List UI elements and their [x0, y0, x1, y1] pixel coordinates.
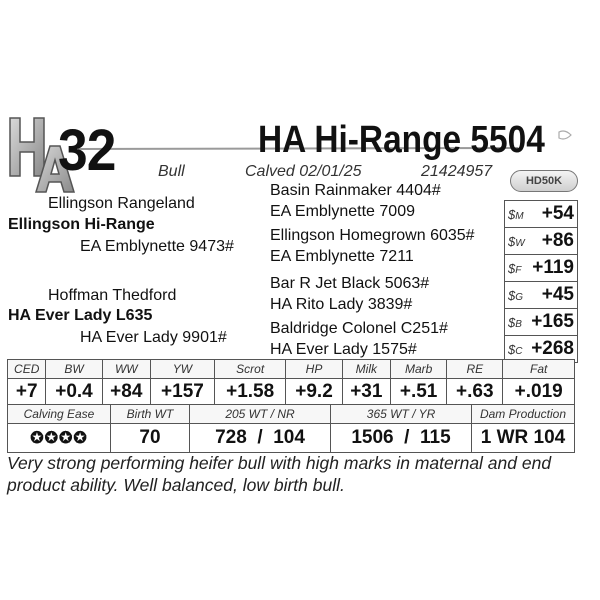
weight-205 [190, 424, 331, 453]
epd-value: +0.4 [46, 379, 102, 406]
sire: Ellingson Hi-Range [8, 216, 155, 233]
hd50k-badge: HD50K [510, 170, 578, 192]
index-value: +268 [531, 338, 574, 359]
birth-weight: 70 [111, 424, 190, 453]
pedigree-ancestor: Basin Rainmaker 4404# [270, 182, 441, 199]
pedigree-ancestor: EA Emblynette 7211 [270, 248, 414, 265]
perf-value-row [8, 424, 575, 453]
pedigree-ancestor: HA Ever Lady 1575# [270, 341, 417, 358]
dollar-index-box [504, 200, 578, 363]
index-row: $G +45 [505, 282, 577, 309]
divider: / [257, 427, 263, 448]
index-row: $C +268 [505, 336, 577, 362]
index-label: C [515, 345, 523, 357]
index-row: $M +54 [505, 201, 577, 228]
star-icon: ✪✪✪✪ [30, 430, 88, 447]
epd-header: RE [447, 360, 503, 379]
index-value: +45 [541, 284, 574, 305]
epd-value: +.019 [503, 379, 575, 406]
epd-value: +9.2 [286, 379, 342, 406]
index-row: $W +86 [505, 228, 577, 255]
yr-value: 115 [420, 427, 451, 448]
index-label: B [515, 318, 522, 330]
index-label: G [515, 291, 524, 303]
index-value: +119 [532, 257, 574, 278]
performance-table [7, 404, 575, 453]
pedigree-ancestor: Baldridge Colonel C251# [270, 320, 448, 337]
calving-ease-stars [8, 424, 111, 453]
epd-table [7, 359, 575, 406]
perf-header: Birth WT [111, 405, 190, 424]
epd-value: +.63 [447, 379, 503, 406]
pedigree-ancestor: Ellingson Homegrown 6035# [270, 227, 475, 244]
sex-label: Bull [158, 163, 185, 180]
index-value: +165 [531, 311, 574, 332]
epd-header: Fat [503, 360, 575, 379]
tag-icon [558, 130, 572, 140]
index-label: W [515, 237, 525, 249]
perf-header: Dam Production [472, 405, 575, 424]
weight-365 [331, 424, 472, 453]
wt365-value: 1506 [351, 427, 394, 448]
dam-dam: HA Ever Lady 9901# [80, 329, 227, 346]
epd-value: +84 [102, 379, 150, 406]
dam: HA Ever Lady L635 [8, 307, 153, 324]
wt205-value: 728 [215, 427, 247, 448]
index-label: M [515, 210, 524, 222]
perf-header-row [8, 405, 575, 424]
sire-sire: Ellingson Rangeland [48, 195, 195, 212]
index-label: F [515, 264, 522, 276]
dam-production: 1 WR 104 [472, 424, 575, 453]
index-row: $B +165 [505, 309, 577, 336]
index-value: +54 [541, 203, 574, 224]
epd-value: +1.58 [214, 379, 286, 406]
perf-header: 205 WT / NR [190, 405, 331, 424]
pedigree-ancestor: EA Emblynette 7009 [270, 203, 415, 220]
divider: / [404, 427, 410, 448]
epd-header: YW [151, 360, 215, 379]
epd-header: Marb [391, 360, 447, 379]
pedigree-ancestor: HA Rito Lady 3839# [270, 296, 413, 313]
description: Very strong performing heifer bull with high marks in maternal and end product ability. Well balanced, low birth bull. [7, 453, 552, 495]
index-value: +86 [541, 230, 574, 251]
registration-number: 21424957 [421, 163, 493, 180]
epd-value: +157 [151, 379, 215, 406]
pedigree-ancestor: Bar R Jet Black 5063# [270, 275, 430, 292]
epd-value: +7 [8, 379, 46, 406]
perf-header: 365 WT / YR [331, 405, 472, 424]
sire-dam: EA Emblynette 9473# [80, 238, 234, 255]
epd-header: BW [46, 360, 102, 379]
epd-header: Milk [342, 360, 390, 379]
index-row: $F +119 [505, 255, 577, 282]
epd-header: Scrot [214, 360, 286, 379]
epd-header: CED [8, 360, 46, 379]
epd-value-row [8, 379, 575, 406]
nr-value: 104 [273, 427, 305, 448]
calved-date: Calved 02/01/25 [245, 163, 362, 180]
lot-number: 32 [58, 118, 116, 183]
animal-name: HA Hi-Range 5504 [258, 119, 545, 161]
epd-header-row [8, 360, 575, 379]
epd-value: +.51 [391, 379, 447, 406]
epd-header: WW [102, 360, 150, 379]
epd-value: +31 [342, 379, 390, 406]
epd-header: HP [286, 360, 342, 379]
perf-header: Calving Ease [8, 405, 111, 424]
dam-sire: Hoffman Thedford [48, 287, 177, 304]
